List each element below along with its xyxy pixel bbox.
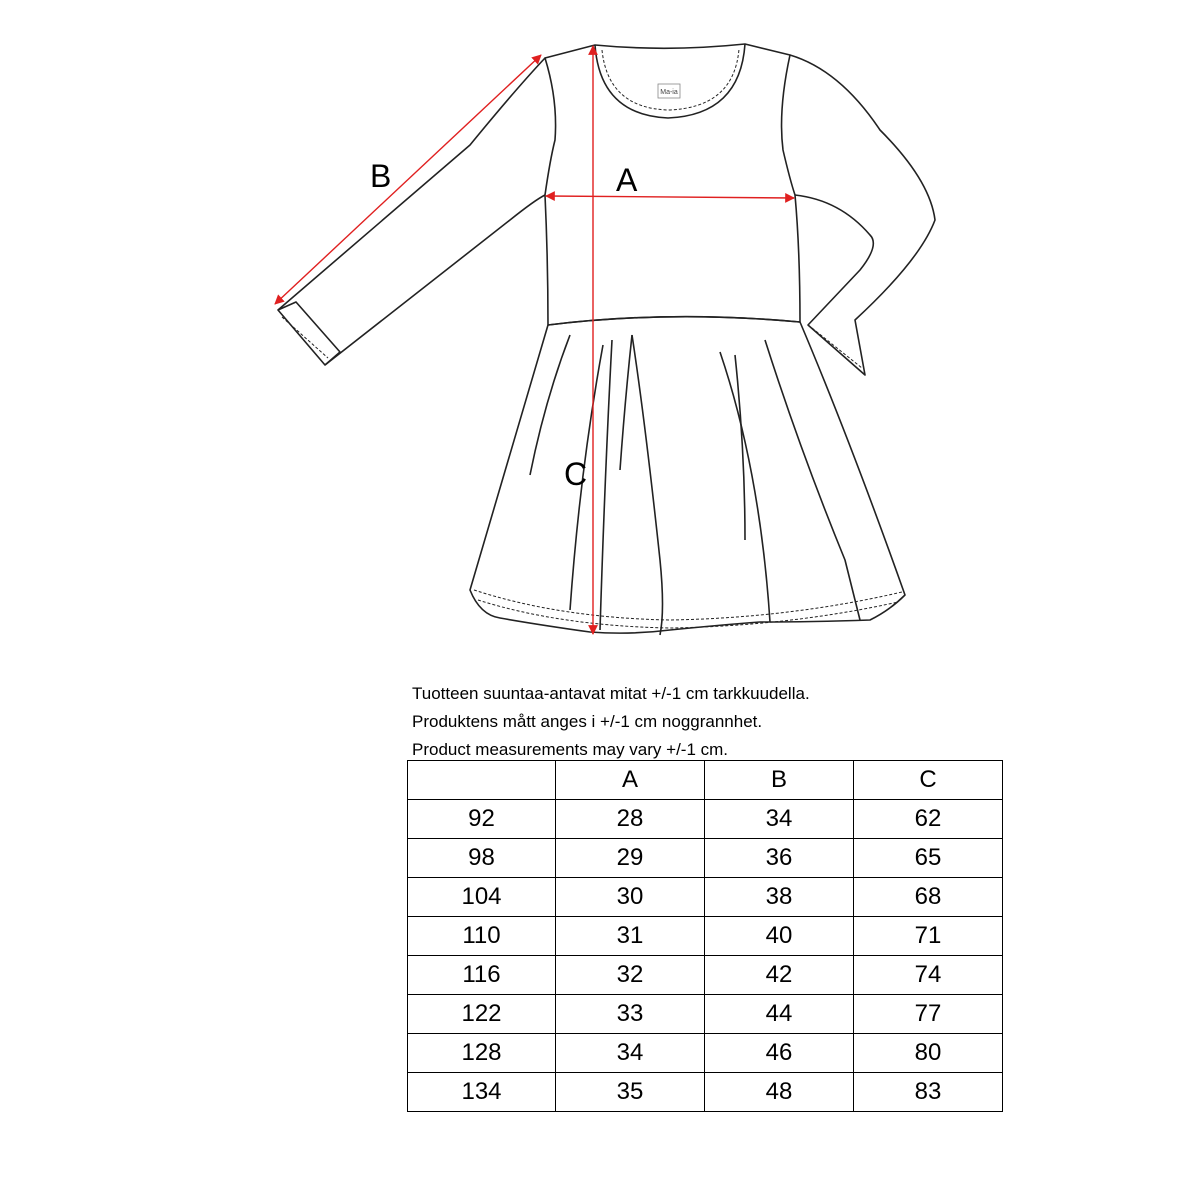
- measure-line-a: [546, 196, 794, 198]
- table-row: [408, 995, 1003, 1034]
- measurement-cell: 38: [705, 878, 854, 917]
- dress-bodice-outline: [545, 44, 800, 325]
- size-cell: 92: [408, 800, 556, 839]
- measurement-cell: 71: [854, 917, 1003, 956]
- measurement-cell: 40: [705, 917, 854, 956]
- header-size: [408, 761, 556, 800]
- size-cell: 116: [408, 956, 556, 995]
- header-c: C: [854, 761, 1003, 800]
- brand-tag-label: Ma-ia: [660, 89, 678, 96]
- table-row: [408, 917, 1003, 956]
- measurement-cell: 30: [556, 878, 705, 917]
- size-cell: 104: [408, 878, 556, 917]
- size-cell: 98: [408, 839, 556, 878]
- measurement-cell: 31: [556, 917, 705, 956]
- note-english: Product measurements may vary +/-1 cm.: [412, 740, 729, 759]
- size-cell: 128: [408, 1034, 556, 1073]
- table-row: [408, 1073, 1003, 1112]
- right-sleeve-outline: [790, 55, 935, 375]
- left-sleeve-outline: [278, 58, 545, 365]
- note-swedish: Produktens mått anges i +/-1 cm noggrannhet.: [412, 712, 763, 731]
- table-row: [408, 878, 1003, 917]
- measurement-cell: 62: [854, 800, 1003, 839]
- table-row: [408, 800, 1003, 839]
- header-b: B: [705, 761, 854, 800]
- size-cell: 122: [408, 995, 556, 1034]
- measurement-cell: 65: [854, 839, 1003, 878]
- measurement-cell: 44: [705, 995, 854, 1034]
- measurement-cell: 46: [705, 1034, 854, 1073]
- size-cell: 110: [408, 917, 556, 956]
- table-row: [408, 839, 1003, 878]
- neckline: [595, 44, 745, 118]
- note-finnish: Tuotteen suuntaa-antavat mitat +/-1 cm tarkkuudella.: [412, 684, 810, 703]
- measurement-cell: 74: [854, 956, 1003, 995]
- table-row: [408, 956, 1003, 995]
- measurement-cell: 36: [705, 839, 854, 878]
- measurement-cell: 34: [705, 800, 854, 839]
- measurement-cell: 33: [556, 995, 705, 1034]
- table-row: [408, 1034, 1003, 1073]
- measurement-cell: 68: [854, 878, 1003, 917]
- size-cell: 134: [408, 1073, 556, 1112]
- skirt-outline: [470, 322, 905, 633]
- measurement-cell: 32: [556, 956, 705, 995]
- measurement-cell: 77: [854, 995, 1003, 1034]
- dimension-label-b: B: [370, 158, 392, 194]
- dimension-label-a: A: [616, 162, 638, 198]
- measurement-cell: 80: [854, 1034, 1003, 1073]
- size-table: [407, 760, 1003, 1112]
- dimension-label-c: C: [564, 456, 588, 492]
- measurement-cell: 28: [556, 800, 705, 839]
- table-header-row: [408, 761, 1003, 800]
- header-a: A: [556, 761, 705, 800]
- measurement-cell: 29: [556, 839, 705, 878]
- measurement-cell: 34: [556, 1034, 705, 1073]
- measurement-cell: 42: [705, 956, 854, 995]
- measurement-notes: [412, 680, 810, 764]
- measure-line-b: [275, 55, 541, 304]
- measurement-cell: 35: [556, 1073, 705, 1112]
- measurement-cell: 48: [705, 1073, 854, 1112]
- measurement-cell: 83: [854, 1073, 1003, 1112]
